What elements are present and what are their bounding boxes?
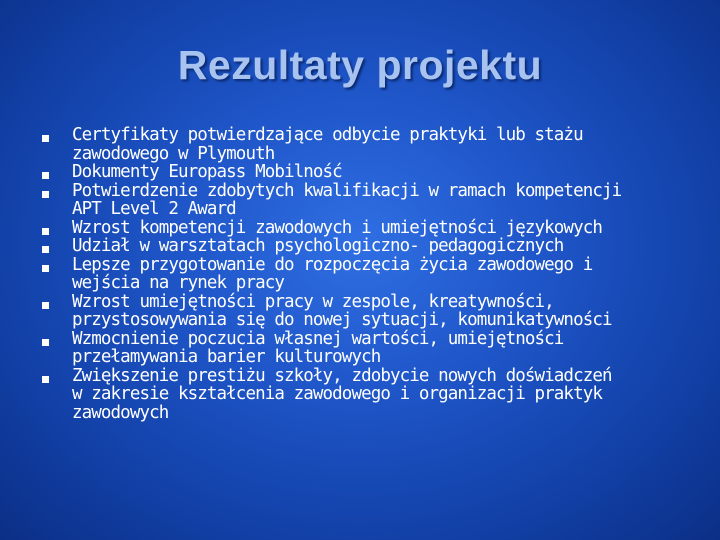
list-item (42, 293, 682, 330)
list-item-text: Wzrost kompetencji zawodowych i umiejętności językowych (72, 217, 602, 238)
square-bullet-icon (42, 339, 49, 346)
list-item-text: Dokumenty Europass Mobilność (72, 162, 342, 182)
list-item-text: Potwierdzenie zdobytych kwalifikacji w ramach kompetencji APT Level 2 Award (72, 180, 622, 219)
square-bullet-icon (42, 191, 49, 198)
list-item-text: Wzmocnienie poczucia własnej wartości, umiejętności przełamywania barier kulturowych (72, 328, 564, 367)
square-bullet-icon (42, 172, 49, 179)
list-item-text: Zwiększenie prestiżu szkoły, zdobycie nowych doświadczeń w zakresie kształcenia zawodowego i organizacji praktyk zawodowych (72, 365, 612, 423)
list-item (42, 126, 682, 163)
square-bullet-icon (42, 246, 49, 253)
list-item-text: Lepsze przygotowanie do rozpoczęcia życia zawodowego i wejścia na rynek pracy (72, 254, 593, 293)
square-bullet-icon (42, 135, 49, 142)
square-bullet-icon (42, 265, 49, 272)
list-item (42, 219, 682, 238)
square-bullet-icon (42, 302, 49, 309)
list-item (42, 367, 682, 423)
square-bullet-icon (42, 228, 49, 235)
list-item (42, 237, 682, 256)
slide-title: Rezultaty projektu (177, 42, 543, 88)
list-item-text: Wzrost umiejętności pracy w zespole, kreatywności, przystosowywania się do nowej sytuacji, komunikatywności (72, 291, 612, 330)
list-item (42, 163, 682, 182)
list-item (42, 182, 682, 219)
list-item (42, 256, 682, 293)
square-bullet-icon (42, 376, 49, 383)
results-list (42, 126, 682, 422)
list-item-text: Certyfikaty potwierdzające odbycie praktyki lub stażu zawodowego w Plymouth (72, 125, 583, 164)
list-item-text: Udział w warsztatach psychologiczno- pedagogicznych (72, 236, 564, 256)
list-item (42, 330, 682, 367)
